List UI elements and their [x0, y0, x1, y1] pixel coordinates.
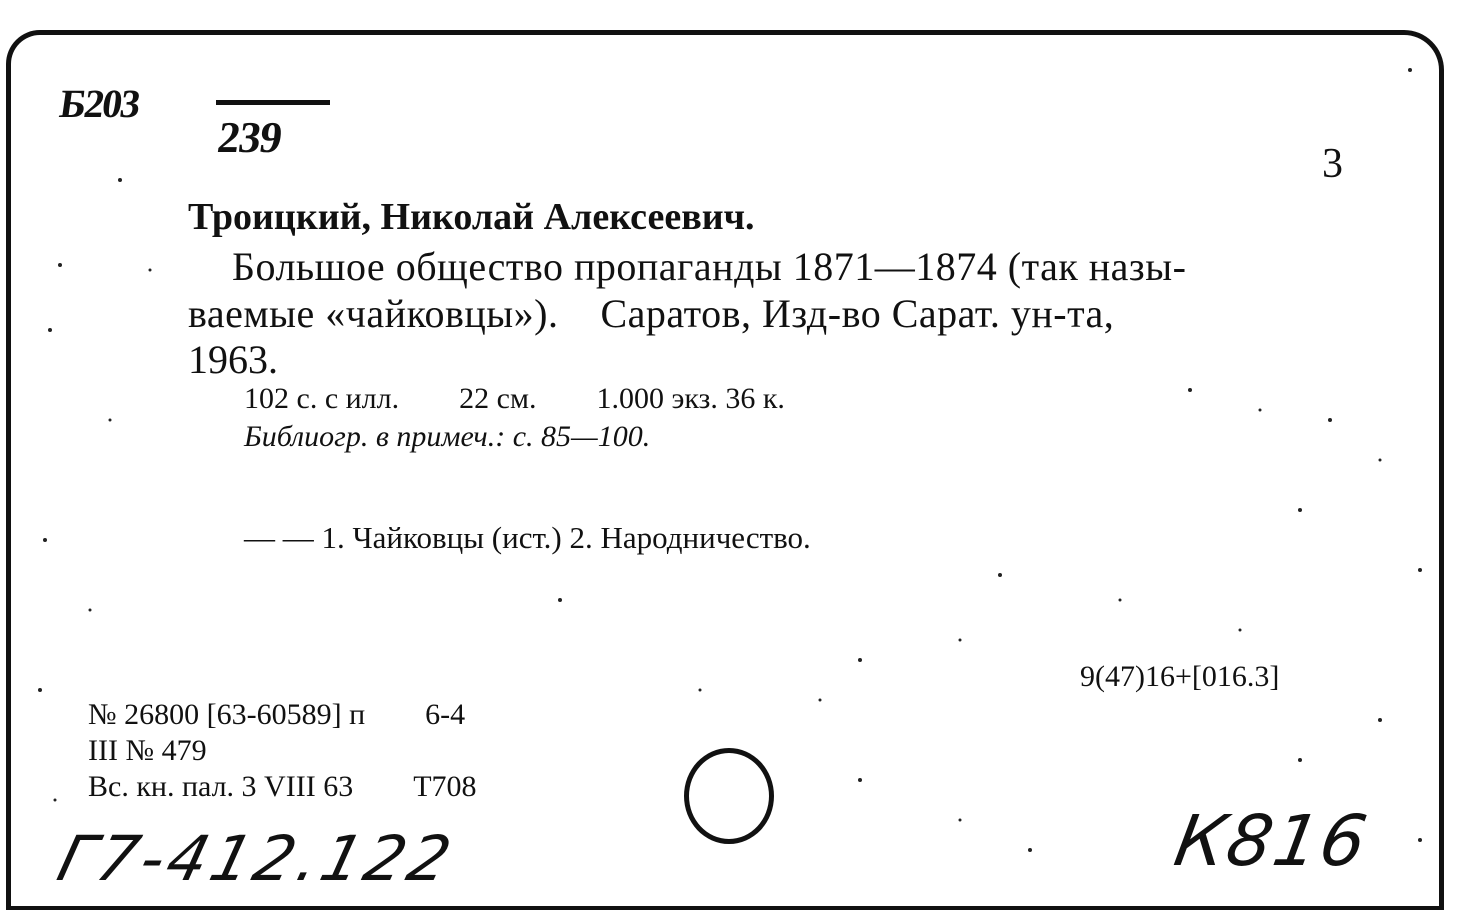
record-number: № 26800 [63-60589] п: [88, 698, 366, 731]
shelf-mark-top: Б203: [56, 81, 142, 126]
bibliography-note: Библиогр. в примеч.: с. 85—100.: [244, 420, 651, 453]
title-line-3: 1963.: [188, 337, 278, 382]
publication-line-1: [88, 698, 465, 732]
shelf-mark-divider: [216, 100, 330, 105]
shelf-mark-bottom: 239: [214, 113, 285, 162]
title-line-1: Большое общество пропаганды 1871—1874 (так назы-: [232, 244, 1187, 289]
printing-code: Т708: [413, 770, 477, 803]
library-code-handwritten: К816: [1168, 800, 1375, 882]
copies-price: 1.000 экз. 36 к.: [596, 382, 785, 415]
inventory-number-handwritten: Г7-412.122: [50, 822, 462, 895]
punch-hole: [684, 748, 774, 844]
publication-line-3: [88, 770, 477, 804]
physical-description: [244, 382, 785, 416]
publication-line-2: III № 479: [88, 734, 207, 767]
pages: 102 с. с илл.: [244, 382, 400, 415]
card-number: 3: [1322, 141, 1343, 187]
subject-headings: — — 1. Чайковцы (ист.) 2. Народничество.: [244, 520, 811, 555]
record-code: 6-4: [425, 698, 466, 731]
classification-index: 9(47)16+[016.3]: [1080, 660, 1280, 693]
book-chamber: Вс. кн. пал. 3 VIII 63: [88, 770, 354, 803]
author-heading: Троицкий, Николай Алексеевич.: [188, 196, 755, 238]
size: 22 см.: [459, 382, 537, 415]
title-line-2: ваемые «чайковцы»). Саратов, Изд-во Сарат. ун-та,: [188, 291, 1115, 336]
